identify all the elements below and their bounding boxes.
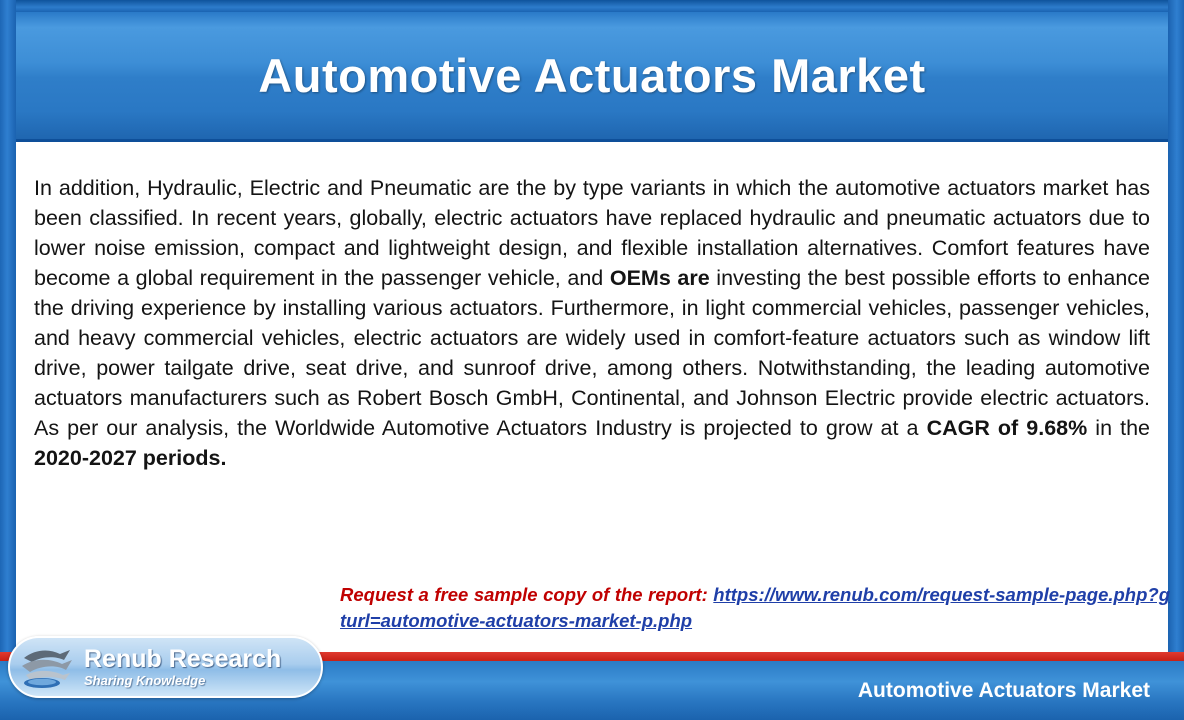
paragraph-text: in the [1087,416,1150,440]
body-paragraph [34,173,1150,473]
request-sample-link[interactable]: https://www.renub.com/request-sample-page.php?gturl=automotive-actuators-market-p.php [340,584,1171,631]
eagle-logo-icon [18,642,80,692]
page-title: Automotive Actuators Market [258,49,926,102]
paragraph-emphasis: 2020-2027 periods. [34,446,227,470]
paragraph-emphasis: OEMs are [609,266,710,290]
paragraph-emphasis: CAGR of 9.68% [926,416,1088,440]
footer-title: Automotive Actuators Market [857,678,1150,702]
logo-name: Renub Research [84,645,282,673]
title-banner [16,12,1168,142]
cta-label: Request a free sample copy of the report: [340,584,708,605]
paragraph-text: In addition, Hydraulic, Electric and Pneumatic are the by type variants in which the automotive actuators market has been classified. In recent years, globally, electric actuators have replaced hydraulic and pneumatic actuators due to lower noise emission, compact and lightweight design, and flexible installation alternatives. Comfort features have become a global requirement in the passenger vehicle, and [34,176,1150,290]
logo-tagline: Sharing Knowledge [84,673,206,688]
request-sample-cta [340,582,1170,634]
paragraph-text: investing the best possible efforts to enhance the driving experience by installing various actuators. Furthermore, in light commercial vehicles, passenger vehicles, and heavy commercial vehicles, electric actuators are widely used in comfort-feature actuators such as window lift drive, power tailgate drive, seat drive, and sunroof drive, among others. Notwithstanding, the leading automotive actuators manufacturers such as Robert Bosch GmbH, Continental, and Johnson Electric provide electric actuators. As per our analysis, the Worldwide Automotive Actuators Industry is projected to grow at a [34,266,1151,440]
renub-research-logo [8,636,323,698]
slide-top-border [0,0,1184,12]
slide-right-border [1168,0,1184,720]
slide-left-border [0,0,16,720]
body-content [16,145,1171,640]
logo-text-block [84,646,281,688]
